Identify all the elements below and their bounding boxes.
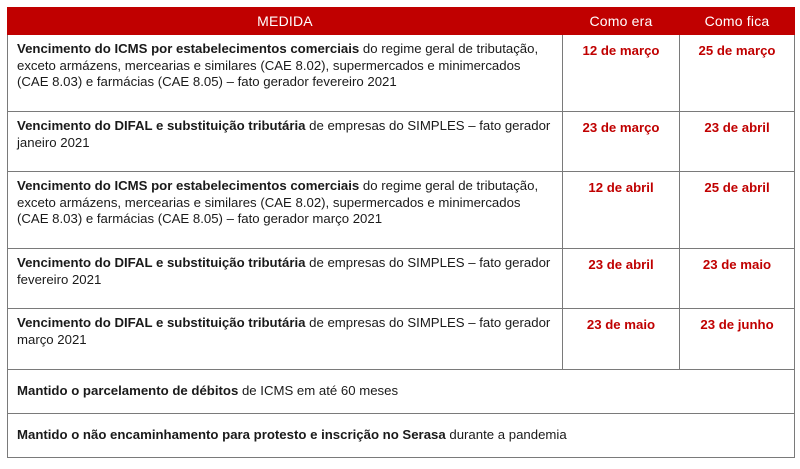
table-row xyxy=(8,249,795,309)
header-row xyxy=(8,8,795,35)
measure-cell xyxy=(8,309,563,370)
footer-bold-text: Mantido o parcelamento de débitos xyxy=(17,383,239,399)
measure-cell xyxy=(8,249,563,309)
measure-cell xyxy=(8,112,563,172)
measure-cell xyxy=(8,172,563,249)
date-after: 23 de abril xyxy=(680,112,795,172)
date-after: 23 de junho xyxy=(680,309,795,370)
table-row xyxy=(8,414,795,458)
footer-bold-text: Mantido o não encaminhamento para protesto e inscrição no Serasa xyxy=(17,427,446,443)
measure-cell xyxy=(8,35,563,112)
measure-bold-text: Vencimento do DIFAL e substituição tributária xyxy=(17,315,306,330)
measure-text: de empresas do SIMPLES – fato gerador fevereiro 2021 xyxy=(17,255,551,287)
table-row xyxy=(8,370,795,414)
measure-bold-text: Vencimento do DIFAL e substituição tributária xyxy=(17,255,306,270)
table-row xyxy=(8,172,795,249)
table-row xyxy=(8,35,795,112)
measure-bold-text: Vencimento do ICMS por estabelecimentos comerciais xyxy=(17,41,360,56)
date-after: 25 de abril xyxy=(680,172,795,249)
footer-cell xyxy=(8,414,795,458)
footer-text: durante a pandemia xyxy=(445,427,567,443)
date-before: 12 de abril xyxy=(563,172,680,249)
date-before: 23 de maio xyxy=(563,309,680,370)
footer-cell xyxy=(8,370,795,414)
measure-text: do regime geral de tributação, exceto armázens, mercearias e similares (CAE 8.02), supermercados e minimercados (CAE 8.03) e farmácias (CAE 8.05) – fato gerador fevereiro 2021 xyxy=(17,41,539,89)
header-medida: MEDIDA xyxy=(8,8,563,35)
header-como-fica: Como fica xyxy=(680,8,795,35)
measure-bold-text: Vencimento do DIFAL e substituição tributária xyxy=(17,118,306,133)
date-after: 23 de maio xyxy=(680,249,795,309)
measures-table-container xyxy=(7,7,795,458)
footer-text: de ICMS em até 60 meses xyxy=(238,383,399,399)
date-before: 23 de março xyxy=(563,112,680,172)
measure-text: de empresas do SIMPLES – fato gerador janeiro 2021 xyxy=(17,118,551,150)
measure-text: de empresas do SIMPLES – fato gerador março 2021 xyxy=(17,315,551,347)
measure-text: do regime geral de tributação, exceto armázens, mercearias e similares (CAE 8.02), supermercados e minimercados (CAE 8.03) e farmácias (CAE 8.05) – fato gerador março 2021 xyxy=(17,178,539,226)
table-row xyxy=(8,112,795,172)
header-como-era: Como era xyxy=(563,8,680,35)
measure-bold-text: Vencimento do ICMS por estabelecimentos comerciais xyxy=(17,178,360,193)
date-before: 12 de março xyxy=(563,35,680,112)
date-after: 25 de março xyxy=(680,35,795,112)
measures-table xyxy=(7,7,795,458)
date-before: 23 de abril xyxy=(563,249,680,309)
table-row xyxy=(8,309,795,370)
